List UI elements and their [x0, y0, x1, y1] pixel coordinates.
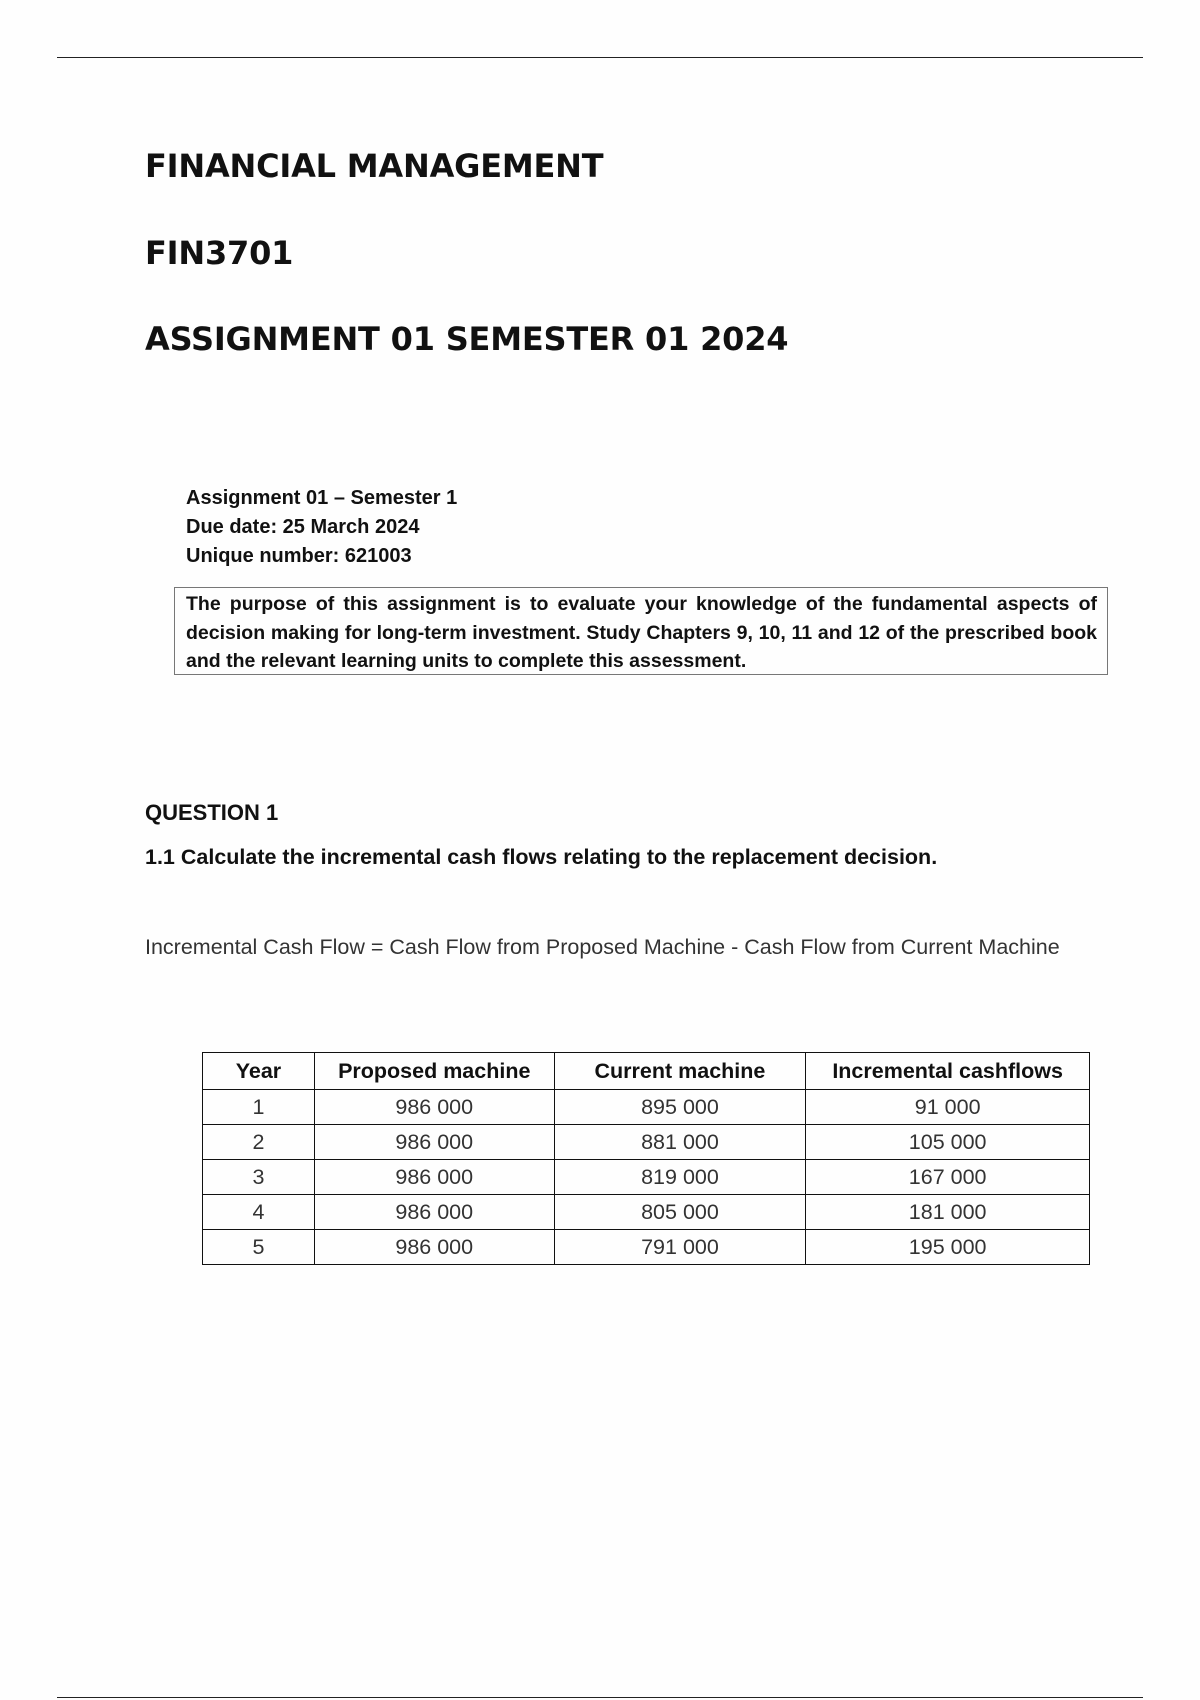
formula-text: Incremental Cash Flow = Cash Flow from Proposed Machine - Cash Flow from Current Machine	[145, 935, 1060, 959]
assignment-info	[186, 484, 457, 571]
bottom-rule	[57, 1697, 1143, 1698]
cell-current: 805 000	[554, 1195, 806, 1230]
table-row	[203, 1125, 1090, 1160]
table-row	[203, 1230, 1090, 1265]
cell-year: 2	[203, 1125, 315, 1160]
due-date: Due date: 25 March 2024	[186, 516, 420, 538]
cash-flow-table	[202, 1052, 1090, 1265]
cell-year: 3	[203, 1160, 315, 1195]
cell-proposed: 986 000	[314, 1160, 554, 1195]
cell-proposed: 986 000	[314, 1195, 554, 1230]
cell-incremental: 167 000	[806, 1160, 1090, 1195]
cell-proposed: 986 000	[314, 1230, 554, 1265]
assignment-title: ASSIGNMENT 01 SEMESTER 01 2024	[145, 320, 789, 358]
cell-current: 791 000	[554, 1230, 806, 1265]
table-row	[203, 1195, 1090, 1230]
table-row	[203, 1090, 1090, 1125]
cell-current: 881 000	[554, 1125, 806, 1160]
cell-current: 895 000	[554, 1090, 806, 1125]
cell-year: 1	[203, 1090, 315, 1125]
cell-incremental: 105 000	[806, 1125, 1090, 1160]
cell-proposed: 986 000	[314, 1090, 554, 1125]
cell-incremental: 195 000	[806, 1230, 1090, 1265]
cell-incremental: 181 000	[806, 1195, 1090, 1230]
cell-current: 819 000	[554, 1160, 806, 1195]
assignment-semester: Assignment 01 – Semester 1	[186, 487, 458, 509]
top-rule	[57, 57, 1143, 58]
header-current-machine: Current machine	[554, 1053, 806, 1090]
course-code: FIN3701	[145, 234, 294, 272]
question-heading: QUESTION 1	[145, 800, 279, 825]
header-incremental-cashflows: Incremental cashflows	[806, 1053, 1090, 1090]
table-row	[203, 1160, 1090, 1195]
course-title: FINANCIAL MANAGEMENT	[145, 147, 604, 185]
header-proposed-machine: Proposed machine	[314, 1053, 554, 1090]
cell-year: 4	[203, 1195, 315, 1230]
table-header-row	[203, 1053, 1090, 1090]
cell-proposed: 986 000	[314, 1125, 554, 1160]
cell-incremental: 91 000	[806, 1090, 1090, 1125]
header-year: Year	[203, 1053, 315, 1090]
question-text: 1.1 Calculate the incremental cash flows relating to the replacement decision.	[145, 845, 938, 869]
cell-year: 5	[203, 1230, 315, 1265]
unique-number: Unique number: 621003	[186, 545, 412, 567]
purpose-box: The purpose of this assignment is to evaluate your knowledge of the fundamental aspects of decision making for long-term investment. Study Chapters 9, 10, 11 and 12 of the prescribed book and the relevant learning units to complete this assessment.	[174, 587, 1108, 675]
